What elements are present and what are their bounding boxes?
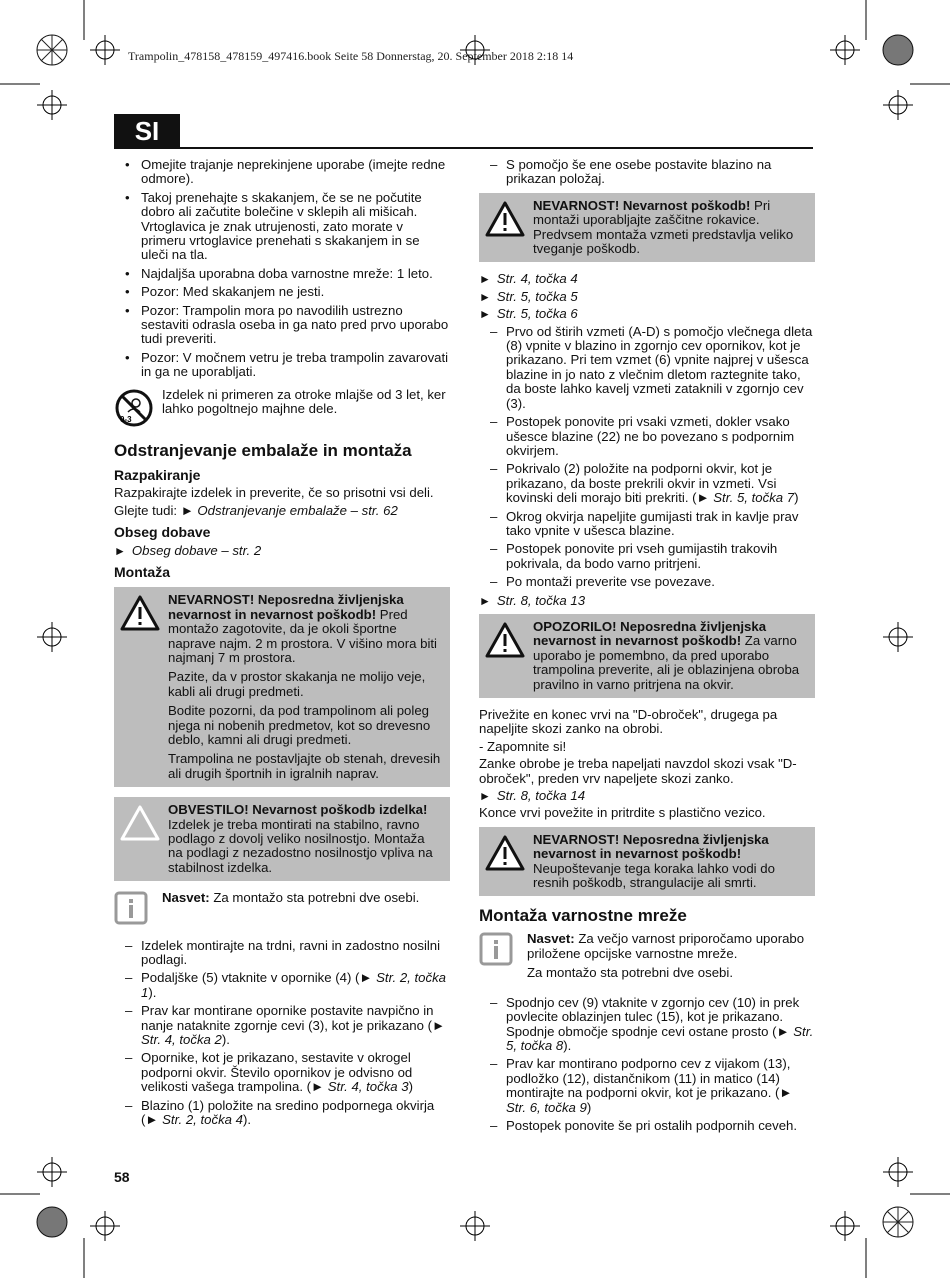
list-item: – Blazino (1) položite na sredino podpornega okvirja (► Str. 2, točka 4). [114,1099,450,1128]
list-item: – Prvo od štirih vzmeti (A-D) s pomočjo vlečnega dleta (8) vpnite v blazino in zgornjo cev opornikov, kot je prikazano. Pri tem vzmet (6) vpnite najprej v ušesca blazine in jo nato z vlečnim dletom raztegnite tako, da boste lahko kavelj vzmeti zataknili v zgornjo cev (3). [479,325,815,411]
list-item: – S pomočjo še ene osebe postavite blazino na prikazan položaj. [479,158,815,187]
list-item: – Pokrivalo (2) položite na podporni okvir, kot je prikazano, da boste prekrili okvir in vzmeti. Vsi kovinski deli morajo biti prekriti. (► Str. 5, točka 7) [479,462,815,505]
warning-triangle-icon [485,833,527,891]
warning-box: OPOZORILO! Neposredna življenjska nevarnost in nevarnost poškodb! Za varno uporabo je pomembno, da pred uporabo trampolina preverite, ali je oblazinjena obroba pravilno in varno pritrjena na okvir. [479,614,815,698]
list-item: – Po montaži preverite vse povezave. [479,575,815,589]
paragraph: - Zapomnite si! [479,738,567,754]
danger-box: NEVARNOST! Nevarnost poškodb! Pri montaži uporabljajte zaščitne rokavice. Predvsem montaža vzmeti predstavlja veliko tveganje poškodb. [479,193,815,263]
ref-link[interactable]: ► Str. 8, točka 14 [479,788,586,804]
no-small-children-icon [114,388,154,431]
list-item: – Postopek ponovite še pri ostalih podpornih ceveh. [479,1119,815,1133]
assembly-steps [114,939,450,1128]
list-item: • Pozor: V močnem vetru je treba trampolin zavarovati in ga ne uporabljati. [114,351,450,380]
top-step [479,158,815,187]
spring-steps [479,325,815,590]
book-header-line: Trampolin_478158_478159_497416.book Seite 58 Donnerstag, 20. September 2018 2:18 14 [128,49,574,63]
list-item: – Izdelek montirajte na trdni, ravni in zadostno nosilni podlagi. [114,939,450,968]
paragraph: Konce vrvi povežite in pritrdite s plastično vezico. [479,805,766,821]
see-also: Glejte tudi: ► Odstranjevanje embalaže – str. 62 [114,502,398,518]
tip: Nasvet: Za večjo varnost priporočamo uporabo priložene opcijske varnostne mreže. Za montažo sta potrebni dve osebi. [479,932,815,985]
section-title: Montaža varnostne mreže [479,906,687,926]
notice-heading: OBVESTILO! Nevarnost poškodb izdelka! [168,802,428,818]
notice-triangle-icon [120,803,162,875]
paragraph: Privežite en konec vrvi na "D-obroček", drugega pa napeljite skozi zanko na obrobi. [479,707,778,737]
notice-box: OBVESTILO! Nevarnost poškodb izdelka! Izdelek je treba montirati na stabilno, ravno podlago z dovolj veliko nosilnostjo. Montaža na podlagi z nezadostno nosilnostjo vpliva na stabilnost izdelka. [114,797,450,881]
list-item: • Omejite trajanje neprekinjene uporabe (imejte redne odmore). [114,158,450,187]
age-label: 0-3 [120,414,132,424]
right-column [479,158,815,1137]
list-item: – Opornike, kot je prikazano, sestavite v okrogel podporni okvir. Število opornikov je odvisno od velikosti vašega trampolina. (► Str. 4, točka 3) [114,1051,450,1094]
subsection-title: Obseg dobave [114,523,211,540]
list-item: • Pozor: Med skakanjem ne jesti. [114,285,450,299]
ref-link[interactable]: ► Str. 5, točka 5 [479,288,578,304]
warning-triangle-icon [485,199,527,257]
safety-bullets [114,158,450,380]
list-item: – Postopek ponovite pri vsaki vzmeti, dokler vsako ušesce blazine (22) ne bo povezano s podpornim okvirjem. [479,415,815,458]
ref-link[interactable]: ► Str. 4, točka 4 [479,271,578,287]
list-item: – Postopek ponovite pri vseh gumijastih trakovih pokrivala, da bodo varno pritrjeni. [479,542,815,571]
list-item: • Takoj prenehajte s skakanjem, če se ne počutite dobro ali začutite bolečine v sklepih ali mišicah. Vrtoglavica je znak utrujenosti, zato morate v primeru vrtoglavice prenehati s skakanjem in se uleči na tla. [114,191,450,263]
tip: Nasvet: Za montažo sta potrebni dve osebi. [114,891,450,928]
subsection-title: Montaža [114,564,170,581]
list-item: – Prav kar montirane opornike postavite navpično in nanje nataknite zgornje cevi (3), kot je prikazano (► Str. 4, točka 2). [114,1004,450,1047]
list-item: – Podaljške (5) vtaknite v opornike (4) (► Str. 2, točka 1). [114,971,450,1000]
language-badge: SI [114,114,180,149]
unpack-text: Razpakirajte izdelek in preverite, če so prisotni vsi deli. [114,485,434,501]
ref-link[interactable]: ► Str. 8, točka 13 [479,592,586,608]
paragraph: Zanke obrobe je treba napeljati navzdol skozi vsak "D-obroček", preden vrv napeljete skozi zanko. [479,756,797,786]
left-column [114,158,450,1132]
list-item: • Najdaljša uporabna doba varnostne mreže: 1 leto. [114,267,450,281]
danger-heading: NEVARNOST! Neposredna življenjska nevarnost in nevarnost poškodb! [168,592,404,622]
info-icon [114,891,154,928]
info-icon [479,932,519,985]
list-item: – Okrog okvirja napeljite gumijasti trak in kavlje prav tako vpnite v ušesca blazine. [479,510,815,539]
subsection-title: Razpakiranje [114,467,201,484]
page-number: 58 [114,1169,130,1185]
age-warning-text: Izdelek ni primeren za otroke mlajše od 3 let, ker lahko pogoltnejo majhne dele. [162,386,446,417]
scope-ref[interactable]: ► Obseg dobave – str. 2 [114,542,262,558]
age-warning [114,388,450,431]
see-also-ref[interactable]: Odstranjevanje embalaže – str. 62 [197,502,398,518]
list-item: – Spodnjo cev (9) vtaknite v zgornjo cev (10) in prek povlecite oblazinjen tulec (15), kot je prikazano. Spodnje območje spodnje cevi ostane prosto (► Str. 5, točka 8). [479,996,815,1054]
list-item: • Pozor: Trampolin mora po navodilih ustrezno sestaviti odrasla oseba in ga nato pred prvo uporabo tudi preveriti. [114,304,450,347]
net-steps [479,996,815,1134]
warning-triangle-icon [485,620,527,692]
danger-box: NEVARNOST! Neposredna življenjska nevarnost in nevarnost poškodb! Pred montažo zagotovite, da je okoli športne naprave najm. 2 m prostora. V višino mora biti najmanj 7 m prostora. Pazite, da v prostor skakanja ne molijo veje, kabli ali drugi predmeti. Bodite pozorni, da pod trampolinom ali poleg njega ni nobenih predmetov, kot so drevesno deblo, kamni ali drugi predmeti. Trampolina ne postavljajte ob stenah, drevesih ali drugih športnih in igralnih naprav. [114,587,450,787]
danger-box: NEVARNOST! Neposredna življenjska nevarnost in nevarnost poškodb! Neupoštevanje tega koraka lahko vodi do resnih poškodb, strangulacije ali smrti. [479,827,815,897]
ref-link[interactable]: ► Str. 5, točka 6 [479,306,578,322]
warning-triangle-icon [120,593,162,781]
header-rule [180,147,813,149]
list-item: – Prav kar montirano podporno cev z vijakom (13), podložko (12), distančnikom (11) in matico (14) montirajte na podporni okvir, kot je prikazano. (► Str. 6, točka 9) [479,1057,815,1115]
section-title: Odstranjevanje embalaže in montaža [114,441,412,461]
